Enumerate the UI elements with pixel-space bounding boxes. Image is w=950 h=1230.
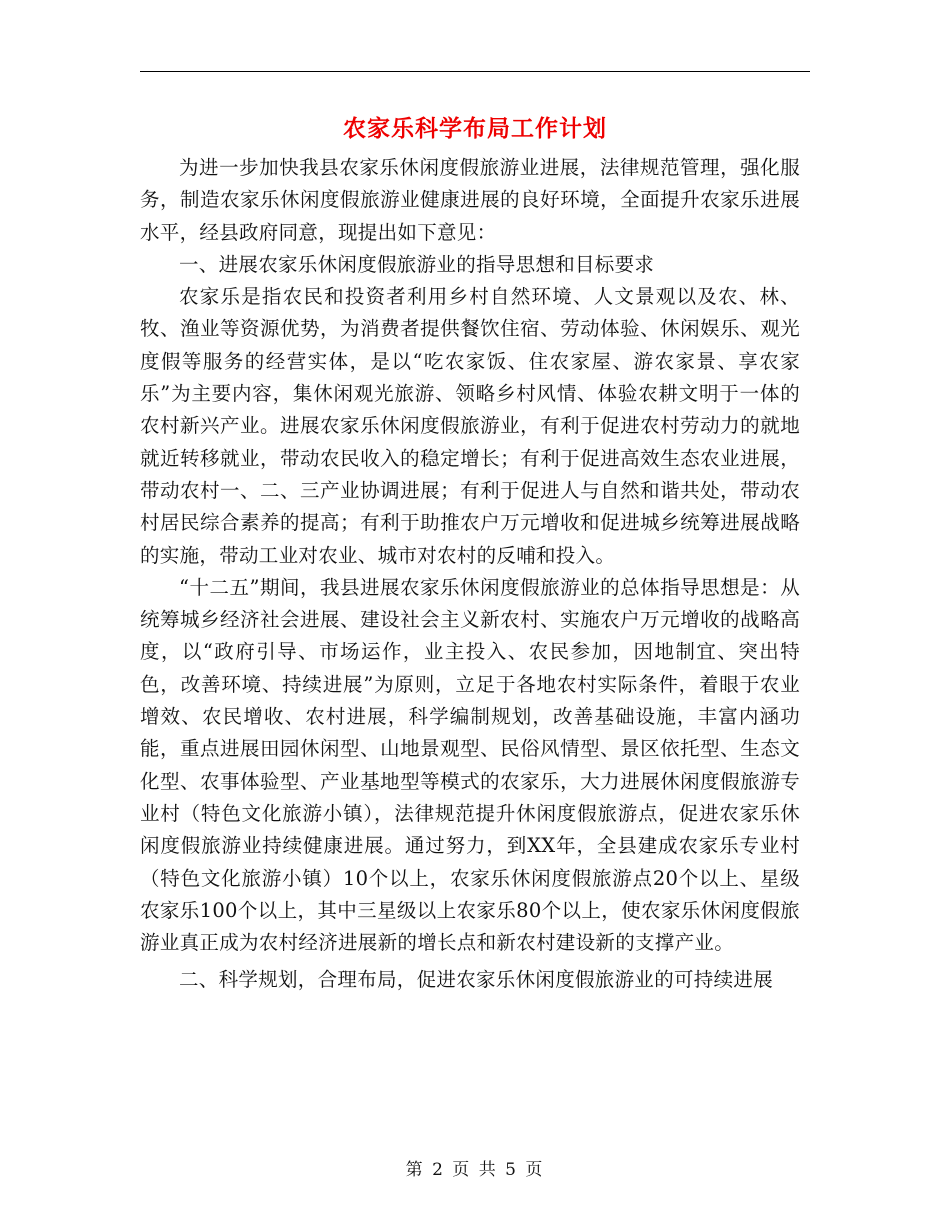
section-heading-2: 二、科学规划，合理布局，促进农家乐休闲度假旅游业的可持续进展 [179, 968, 774, 992]
paragraph-intro: 为进一步加快我县农家乐休闲度假旅游业进展，法律规范管理，强化服务，制造农家乐休闲度假旅游业健康进展的良好环境，全面提升农家乐进展水平，经县政府同意，现提出如下意见： [140, 156, 800, 244]
document-body [140, 152, 800, 997]
document-title: 农家乐科学布局工作计划 [343, 115, 607, 142]
section-heading-1: 一、进展农家乐休闲度假旅游业的指导思想和目标要求 [179, 252, 655, 276]
header-rule [140, 71, 810, 72]
paragraph-guiding-thought: “十二五”期间，我县进展农家乐休闲度假旅游业的总体指导思想是：从统筹城乡经济社会进展、建设社会主义新农村、实施农户万元增收的战略高度，以“政府引导、市场运作，业主投入、农民参加，因地制宜、突出特色，改善环境、持续进展”为原则，立足于各地农村实际条件，着眼于农业增效、农民增收、农村进展，科学编制规划，改善基础设施，丰富内涵功能，重点进展田园休闲型、山地景观型、民俗风情型、景区依托型、生态文化型、农事体验型、产业基地型等模式的农家乐，大力进展休闲度假旅游专业村（特色文化旅游小镇），法律规范提升休闲度假旅游点，促进农家乐休闲度假旅游业持续健康进展。通过努力，到XX年，全县建成农家乐专业村（特色文化旅游小镇）10个以上，农家乐休闲度假旅游点20个以上、星级农家乐100个以上，其中三星级以上农家乐80个以上，使农家乐休闲度假旅游业真正成为农村经济进展新的增长点和新农村建设新的支撑产业。 [140, 575, 800, 955]
paragraph-definition: 农家乐是指农民和投资者利用乡村自然环境、人文景观以及农、林、牧、渔业等资源优势，为消费者提供餐饮住宿、劳动体验、休闲娱乐、观光度假等服务的经营实体，是以“吃农家饭、住农家屋、游农家景、享农家乐”为主要内容，集休闲观光旅游、领略乡村风情、体验农耕文明于一体的农村新兴产业。进展农家乐休闲度假旅游业，有利于促进农村劳动力的就地就近转移就业，带动农民收入的稳定增长；有利于促进高效生态农业进展，带动农村一、二、三产业协调进展；有利于促进人与自然和谐共处，带动农村居民综合素养的提高；有利于助推农户万元增收和促进城乡统筹进展战略的实施，带动工业对农业、城市对农村的反哺和投入。 [140, 285, 800, 567]
page-footer: 第 2 页 共 5 页 [405, 1160, 545, 1180]
